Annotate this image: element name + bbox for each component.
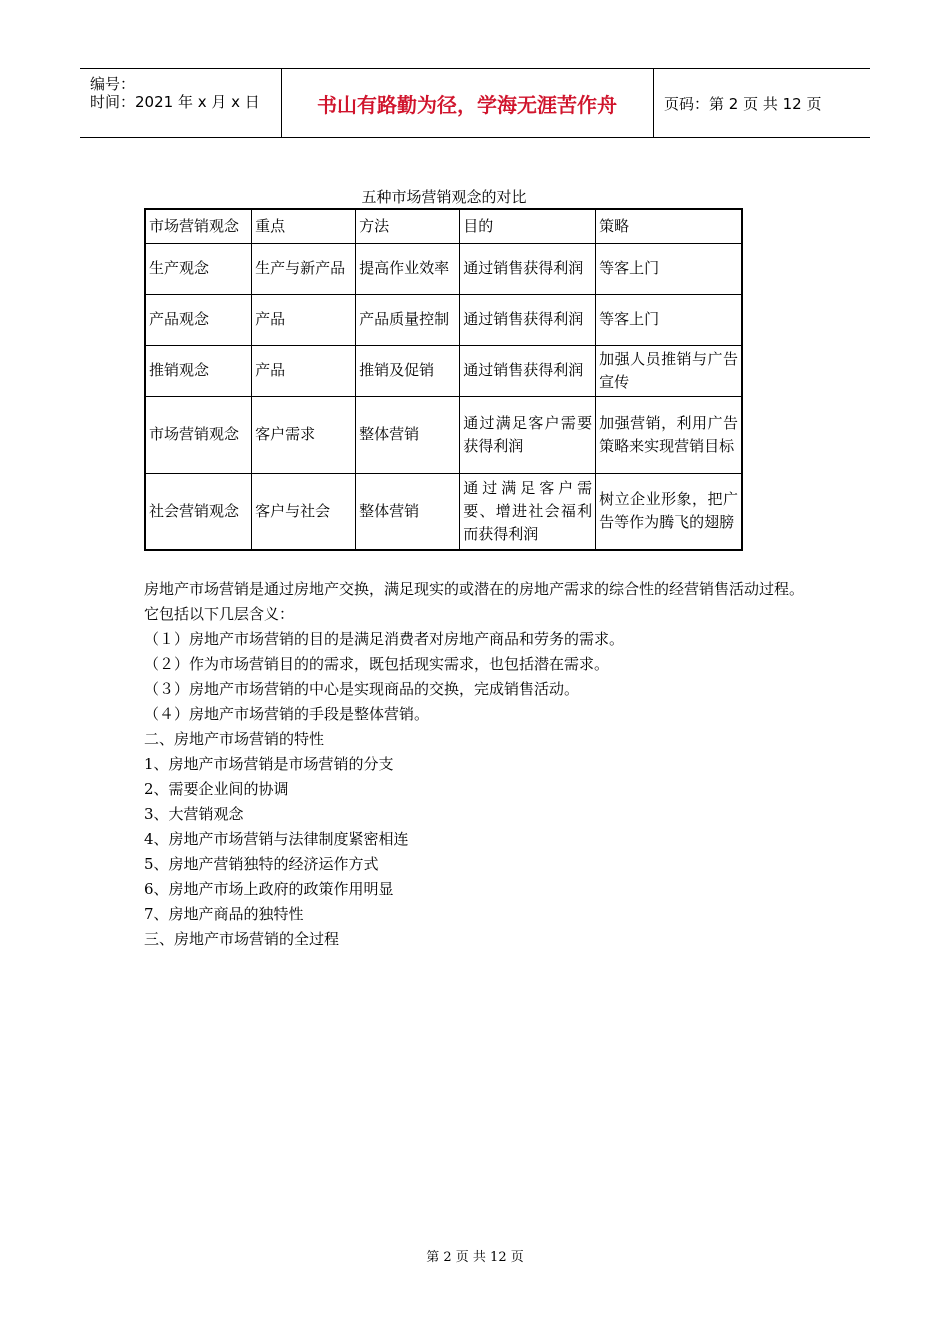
table-cell: 客户需求 (252, 396, 356, 473)
table-header-cell: 方法 (356, 209, 460, 243)
header-motto: 书山有路勤为径，学海无涯苦作舟 (281, 69, 654, 137)
page-footer: 第 2 页 共 12 页 (426, 1250, 524, 1265)
table-cell: 整体营销 (356, 473, 460, 550)
table-cell: 产品质量控制 (356, 294, 460, 345)
list-item: （１）房地产市场营销的目的是满足消费者对房地产商品和劳务的需求。 (144, 630, 625, 648)
table-cell: 产品 (252, 294, 356, 345)
table-cell: 等客上门 (596, 294, 742, 345)
table-cell: 市场营销观念 (145, 396, 252, 473)
table-caption: 五种市场营销观念的对比 (361, 188, 527, 206)
list-item: 7、房地产商品的独特性 (144, 905, 304, 923)
table-cell: 通过销售获得利润 (460, 345, 596, 396)
list-item: 2、需要企业间的协调 (144, 780, 289, 798)
list-item: （４）房地产市场营销的手段是整体营销。 (144, 705, 430, 723)
table-header-cell: 重点 (252, 209, 356, 243)
number-label: 编号： (90, 75, 136, 93)
table-cell: 加强营销，利用广告策略来实现营销目标 (596, 396, 742, 473)
table-row (145, 473, 742, 550)
header-page-info: 页码：第 2 页 共 12 页 (664, 94, 822, 113)
list-item: （３）房地产市场营销的中心是实现商品的交换，完成销售活动。 (144, 680, 580, 698)
table-cell: 树立企业形象，把广告等作为腾飞的翅膀 (596, 473, 742, 550)
section-heading: 二、房地产市场营销的特性 (144, 730, 325, 748)
paragraph: 它包括以下几层含义： (144, 605, 295, 623)
list-item: 3、大营销观念 (144, 805, 244, 823)
table-cell: 推销观念 (145, 345, 252, 396)
table-cell: 产品 (252, 345, 356, 396)
list-item: （２）作为市场营销目的的需求，既包括现实需求，也包括潜在需求。 (144, 655, 610, 673)
list-item: 4、房地产市场营销与法律制度紧密相连 (144, 830, 409, 848)
table-cell: 推销及促销 (356, 345, 460, 396)
table-cell: 整体营销 (356, 396, 460, 473)
list-item: 6、房地产市场上政府的政策作用明显 (144, 880, 394, 898)
paragraph: 房地产市场营销是通过房地产交换，满足现实的或潜在的房地产需求的综合性的经营销售活动过程。 (144, 580, 805, 598)
table-cell: 社会营销观念 (145, 473, 252, 550)
section-heading: 三、房地产市场营销的全过程 (144, 930, 340, 948)
table-row (145, 294, 742, 345)
table-header-cell: 目的 (460, 209, 596, 243)
table-cell: 等客上门 (596, 243, 742, 294)
marketing-concepts-table (144, 208, 743, 551)
table-cell: 通过销售获得利润 (460, 294, 596, 345)
table-cell: 生产观念 (145, 243, 252, 294)
table-cell: 通过销售获得利润 (460, 243, 596, 294)
header-meta (80, 69, 282, 137)
table-row (145, 243, 742, 294)
list-item: 1、房地产市场营销是市场营销的分支 (144, 755, 394, 773)
table-row (145, 396, 742, 473)
table-cell: 通过满足客户需要获得利润 (460, 396, 596, 473)
table-header-row (145, 209, 742, 243)
table-header-cell: 市场营销观念 (145, 209, 252, 243)
body-text (144, 577, 824, 952)
table-cell: 产品观念 (145, 294, 252, 345)
list-item: 5、房地产营销独特的经济运作方式 (144, 855, 379, 873)
table-cell: 通过满足客户需要、增进社会福利而获得利润 (460, 473, 596, 550)
table-row (145, 345, 742, 396)
time-label: 时间：2021 年 x 月 x 日 (90, 93, 260, 111)
table-cell: 加强人员推销与广告宣传 (596, 345, 742, 396)
table-cell: 生产与新产品 (252, 243, 356, 294)
table-cell: 客户与社会 (252, 473, 356, 550)
table-cell: 提高作业效率 (356, 243, 460, 294)
table-header-cell: 策略 (596, 209, 742, 243)
page-header (80, 68, 870, 138)
